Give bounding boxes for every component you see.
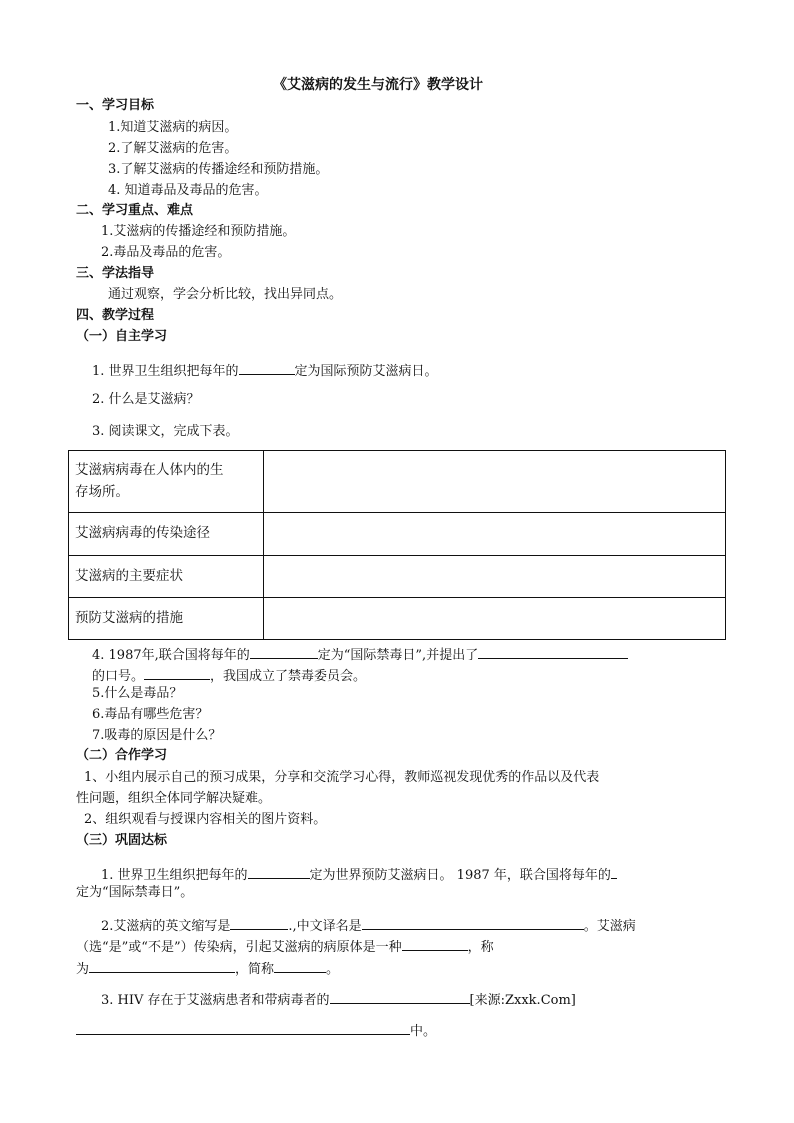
page-title: 《艾滋病的发生与流行》教学设计 <box>273 77 483 93</box>
table-answer-cell[interactable] <box>264 451 726 513</box>
answer-blank[interactable] <box>362 915 584 930</box>
answer-blank[interactable] <box>478 644 628 659</box>
question-7: 7.吸毒的原因是什么？ <box>92 728 222 743</box>
answer-blank[interactable] <box>250 644 318 659</box>
question-3: 3. 阅读课文，完成下表。 <box>92 424 239 439</box>
question-4: 4. 1987年,联合国将每年的 定为“国际禁毒日”,并提出了 <box>92 644 628 664</box>
section-heading-method: 三、学法指导 <box>76 266 155 281</box>
table-row <box>69 598 726 640</box>
cooperative-text: 1、小组内展示自己的预习成果，分享和交流学习心得，教师巡视发现优秀的作品以及代表 <box>84 770 600 785</box>
answer-blank[interactable] <box>611 864 617 879</box>
answer-blank[interactable] <box>89 958 235 973</box>
objective-item: 1.知道艾滋病的病因。 <box>108 120 238 135</box>
answer-blank[interactable] <box>144 665 210 680</box>
section-heading-process: 四、教学过程 <box>76 308 155 323</box>
exercise-2-line3: 为 ，简称 。 <box>76 958 339 978</box>
exercise-3: 3. HIV 存在于艾滋病患者和带病毒者的 [来源:Zxxk.Com] <box>101 989 576 1009</box>
table-row <box>69 451 726 513</box>
answer-blank[interactable] <box>230 915 288 930</box>
table-answer-cell[interactable] <box>264 513 726 556</box>
table-row <box>69 513 726 556</box>
question-5: 5.什么是毒品？ <box>92 686 183 701</box>
key-point-item: 1.艾滋病的传播途经和预防措施。 <box>101 224 296 239</box>
reading-table <box>68 450 726 640</box>
exercise-3-cont: 中。 <box>76 1020 436 1040</box>
answer-blank[interactable] <box>274 958 326 973</box>
answer-blank[interactable] <box>330 989 470 1004</box>
question-2: 2. 什么是艾滋病？ <box>92 392 200 407</box>
objective-item: 2.了解艾滋病的危害。 <box>108 141 238 156</box>
exercise-2-line2: （选“是”或“不是”）传染病，引起艾滋病的病原体是一种 ，称 <box>76 936 494 956</box>
objective-item: 3.了解艾滋病的传播途经和预防措施。 <box>108 162 329 177</box>
exercise-2: 2.艾滋病的英文缩写是 .,中文译名是 。艾滋病 <box>101 915 636 935</box>
question-1: 1. 世界卫生组织把每年的 定为国际预防艾滋病日。 <box>92 360 438 380</box>
key-point-item: 2.毒品及毒品的危害。 <box>101 245 231 260</box>
question-6: 6.毒品有哪些危害？ <box>92 707 209 722</box>
answer-blank[interactable] <box>402 936 468 951</box>
subsection-heading-self-study: （一）自主学习 <box>76 329 168 344</box>
objective-item: 4. 知道毒品及毒品的危害。 <box>108 183 268 198</box>
table-label-cell: 艾滋病病毒在人体内的生 存场所。 <box>69 451 264 513</box>
table-label-cell: 预防艾滋病的措施 <box>69 598 264 640</box>
method-text: 通过观察，学会分析比较，找出异同点。 <box>108 287 343 302</box>
section-heading-objectives: 一、学习目标 <box>76 98 155 113</box>
cooperative-text: 性问题，组织全体同学解决疑难。 <box>76 791 272 806</box>
table-label-cell: 艾滋病的主要症状 <box>69 556 264 598</box>
answer-blank[interactable] <box>76 1020 410 1035</box>
cooperative-text: 2、组织观看与授课内容相关的图片资料。 <box>84 812 327 827</box>
exercise-1-cont: 定为“国际禁毒日”。 <box>76 885 194 900</box>
table-answer-cell[interactable] <box>264 598 726 640</box>
answer-blank[interactable] <box>248 864 310 879</box>
exercise-1: 1. 世界卫生组织把每年的 定为世界预防艾滋病日。 1987 年，联合国将每年的 <box>101 864 617 884</box>
subsection-heading-cooperative: （二）合作学习 <box>76 748 168 763</box>
table-answer-cell[interactable] <box>264 556 726 598</box>
question-4-cont: 的口号。 ，我国成立了禁毒委员会。 <box>92 665 366 685</box>
subsection-heading-consolidation: （三）巩固达标 <box>76 833 168 848</box>
table-label-cell: 艾滋病病毒的传染途径 <box>69 513 264 556</box>
answer-blank[interactable] <box>239 360 295 375</box>
section-heading-key-points: 二、学习重点、难点 <box>76 203 194 218</box>
table-row <box>69 556 726 598</box>
